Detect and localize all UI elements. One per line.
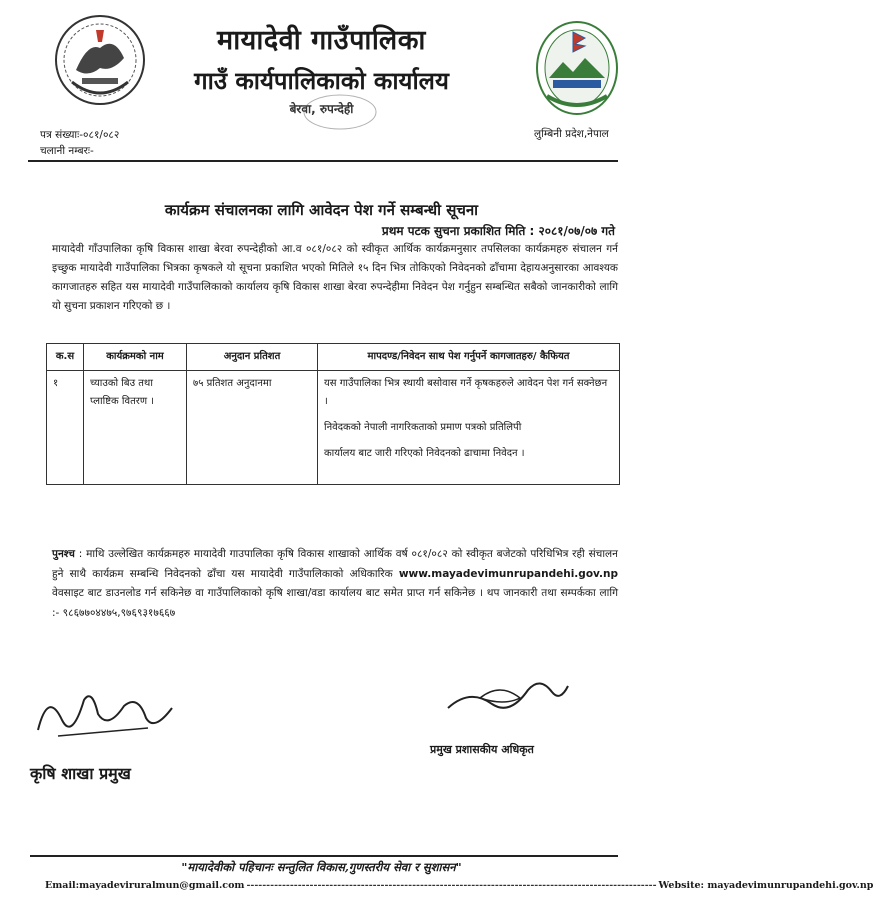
- footer-website[interactable]: Website: mayadevimunrupandehi.gov.np: [658, 880, 873, 891]
- publication-date: प्रथम पटक सुचना प्रकाशित मिति : २०८१/०७/०७ गते: [381, 224, 615, 238]
- table-row: [47, 371, 620, 485]
- footer-email[interactable]: Email:mayadeviruralmun@gmail.com: [45, 880, 245, 891]
- postscript-label: पुनश्च: [52, 548, 75, 560]
- header-sn: क.स: [47, 344, 84, 371]
- footer-divider: [30, 855, 618, 857]
- postscript-text: : माथि उल्लेखित कार्यक्रमहरु मायादेवी गाउपालिका कृषि विकास शाखाको आर्थिक वर्ष ०८१/०८२ को स्वीकृत बजेटको परिधिभित्र रही संचालन हुने साथै कार्यक्रम सम्बन्धि निवेदनको ढाँचा यस मायादेवी गाउँपालिकाको अधिकारिक: [52, 548, 619, 580]
- office-address: बेरवा, रुपन्देही: [289, 102, 354, 116]
- chief-officer-title: प्रमुख प्रशासकीय अधिकृत: [430, 743, 534, 756]
- dispatch-number: चलानी नम्बरः-: [40, 145, 94, 157]
- postscript: [52, 545, 618, 623]
- header-subsidy: अनुदान प्रतिशत: [187, 344, 318, 371]
- postscript-text-2: वेवसाइट बाट डाउनलोड गर्न सकिनेछ वा गाउँपालिकाको कृषि शाखा/वडा कार्यालय बाट समेत प्राप्त गर्न सकिनेछ । थप जानकारी तथा सम्पर्कका लागि :- ९८६७७०४४७५,९७६९३१७६६७: [52, 587, 618, 619]
- requirement-item: यस गाउँपालिका भित्र स्थायी बसोवास गर्ने कृषकहरुले आवेदन पेश गर्न सक्नेछन ।: [324, 378, 608, 407]
- header-divider: [28, 160, 618, 162]
- office-name-line1: मायादेवी गाउँपालिका: [217, 25, 426, 56]
- agriculture-head-title: कृषि शाखा प्रमुख: [30, 764, 131, 783]
- reference-number: पत्र संख्याः-०८१/०८२: [40, 129, 120, 141]
- notice-body: मायादेवी गाँउपालिका कृषि विकास शाखा बेरवा रुपन्देहीको आ.व ०८१/०८२ को स्वीकृत आर्थिक कार्यक्रमनुसार तपसिलका कार्यक्रमहरु संचालन गर्न इच्छुक मायादेवी गाउँपालिका भित्रका कृषकले यो सूचना प्रकाशित भएको मितिले १५ दिन भित्र तोकिएको निवेदनको ढाँचामा देहायअनुसारका आवश्यक कागजातहरु सहित यस मायादेवी गाउँपालिकाको कार्यालय कृषि विकास शाखा बेरवा रुपन्देहीमा निवेदन पेश गर्नुहुन सम्बन्धित सबैको जानकारीको लागि यो सुचना प्रकाशन गरिएको छ ।: [52, 243, 618, 312]
- program-table: [46, 343, 620, 485]
- office-stamp: [300, 92, 380, 132]
- requirement-item: निवेदकको नेपाली नागरिकताको प्रमाण पत्रको प्रतिलिपी: [324, 422, 522, 433]
- notice-title: कार्यक्रम संचालनका लागि आवेदन पेश गर्ने सम्बन्धी सूचना: [164, 201, 479, 219]
- cell-program: च्याउको बिउ तथा प्लाष्टिक वितरण ।: [84, 371, 187, 485]
- header-requirements: मापदण्ड/निवेदन साथ पेश गर्नुपर्ने कागजातहरु/ कैफियत: [318, 344, 620, 371]
- header-program: कार्यक्रमको नाम: [84, 344, 187, 371]
- cell-sn: १: [47, 371, 84, 485]
- cell-subsidy: ७५ प्रतिशत अनुदानमा: [187, 371, 318, 485]
- office-name-line2: गाउँ कार्यपालिकाको कार्यालय: [194, 66, 449, 95]
- website-link[interactable]: www.mayadevimunrupandehi.gov.np: [398, 567, 618, 580]
- signature-left: [28, 680, 178, 750]
- signature-right: [440, 668, 570, 728]
- cell-requirements: [318, 371, 620, 485]
- footer-dash-leader: --------------------------------------------------------------------------------------------------------: [246, 880, 657, 891]
- reference-block: [40, 127, 119, 159]
- province-name: लुम्बिनी प्रदेश,नेपाल: [534, 128, 609, 140]
- footer-contact: [45, 880, 873, 891]
- requirement-item: कार्यालय बाट जारी गरिएको निवेदनको ढाचामा निवेदन ।: [324, 448, 525, 459]
- footer-slogan: "मायादेवीको पहिचानः सन्तुलित विकास,गुणस्तरीय सेवा र सुशासन": [181, 860, 462, 874]
- table-header-row: [47, 344, 620, 371]
